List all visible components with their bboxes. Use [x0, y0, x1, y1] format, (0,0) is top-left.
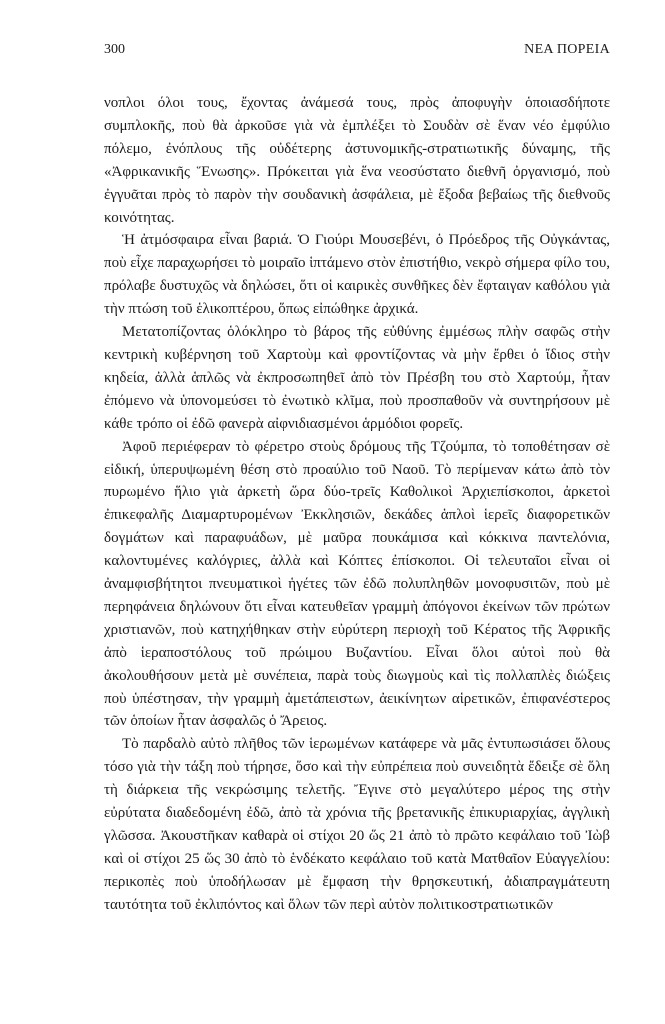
paragraph: Ἡ ἀτμόσφαιρα εἶναι βαριά. Ὁ Γιούρι Μουσεβένι, ὁ Πρόεδρος τῆς Οὐγκάντας, ποὺ εἶχε παραχωρήσει τὸ μοιραῖο ἱπτάμενο στὸν ἐπιστήθιο, νεκρὸ σήμερα φίλο του, πρόλαβε δυστυχῶς νὰ δηλώσει, ὅτι οἱ καιρικὲς συνθῆκες δὲν ἔφταιγαν καθόλου γιὰ τὴν πτώση τοῦ ἑλικοπτέρου, ὅπως εἰπώθηκε ἀρχικά.: [104, 232, 611, 318]
body-text: [104, 92, 610, 917]
journal-title: ΝΕΑ ΠΟΡΕΙΑ: [524, 42, 610, 57]
paragraph: Τὸ παρδαλὸ αὐτὸ πλῆθος τῶν ἱερωμένων κατάφερε νὰ μᾶς ἐντυπωσιάσει ὅλους τόσο γιὰ τὴν τάξη ποὺ τήρησε, ὅσο καὶ τὴν εὐπρέπεια ποὺ συνειδητὰ ἔδειξε σὲ ὅλη τὴ διάρκεια τῆς νεκρώσιμης τελετῆς. Ἔγινε στὸ μεγαλύτερο μέρος της στὴν εὐρύτατα διαδεδομένη ἐδῶ, ἀπὸ τὰ χρόνια τῆς βρετανικῆς ἐπικυριαρχίας, ἀγγλικὴ γλῶσσα. Ἀκουστῆκαν καθαρὰ οἱ στίχοι 20 ὥς 21 ἀπὸ τὸ πρῶτο κεφάλαιο τοῦ Ἰὼβ καὶ οἱ στίχοι 25 ὥς 30 ἀπὸ τὸ ἑνδέκατο κεφάλαιο τοῦ κατὰ Ματθαῖον Εὐαγγελίου: περικοπὲς ποὺ ὑποδήλωσαν μὲ ἔμφαση τὴν θρησκευτική, ἀδιαπραγμάτευτη ταυτότητα τοῦ ἐκλιπόντος καὶ ὅλων τῶν περὶ αὐτὸν πολιτικοστρατιωτικῶν: [104, 736, 610, 913]
running-head: [104, 40, 610, 60]
paragraph: Ἀφοῦ περιέφεραν τὸ φέρετρο στοὺς δρόμους τῆς Τζούμπα, τὸ τοποθέτησαν σὲ εἰδική, ὑπερυψωμένη θέση στὸ προαύλιο τοῦ Ναοῦ. Τὸ περίμεναν κάτω ἀπὸ τὸν πυρωμένο ἥλιο γιὰ ἀρκετὴ ὥρα δύο-τρεῖς Καθολικοὶ Ἀρχιεπίσκοποι, ἀρκετοὶ ἐπικεφαλῆς Διαμαρτυρομένων Ἐκκλησιῶν, δεκάδες ἁπλοὶ ἱερεῖς διαφορετικῶν δογμάτων καὶ παραφυάδων, μὲ μαῦρα πουκάμισα καὶ κόκκινα παντελόνια, καλοντυμένες καλόγριες, ἀλλὰ καὶ Κόπτες ἐπίσκοποι. Οἱ τελευταῖοι εἶναι οἱ ἀναμφισβήτητοι πνευματικοὶ ἡγέτες τῶν ἐδῶ πολυπληθῶν μονοφυσιτῶν, ποὺ μὲ περηφάνεια δηλώνουν ὅτι εἶναι κατευθεῖαν γραμμὴ ἀπόγονοι ἐκείνων τῶν πρώτων χριστιανῶν, ποὺ κατηχήθηκαν στὴν εὐρύτερη περιοχὴ τοῦ Κέρατος τῆς Ἀφρικῆς ἀπὸ ἱεραποστόλους τοῦ πρώιμου Βυζαντίου. Εἶναι ὅλοι αὐτοὶ ποὺ θὰ ἀκολουθήσουν μετὰ μὲ συνέπεια, παρὰ τοὺς διωγμοὺς καὶ τὶς πολλαπλὲς διώξεις ποὺ ὑπέστησαν, τὴν γραμμὴ ἀμετάπειστων, ἀεικίνητων αἱρετικῶν, ἐπιφανέστερος τῶν ὁποίων ἦταν ἀσφαλῶς ὁ Ἄρειος.: [104, 438, 610, 730]
paragraph: Μετατοπίζοντας ὁλόκληρο τὸ βάρος τῆς εὐθύνης ἐμμέσως πλὴν σαφῶς στὴν κεντρικὴ κυβέρνηση τοῦ Χαρτοὺμ καὶ φροντίζοντας νὰ μὴν ἔρθει ὁ ἴδιος στὴν κηδεία, ἀλλὰ ἁπλῶς νὰ ἐκπροσωπηθεῖ ἀπὸ τὸν Πρέσβη του στὸ Χαρτούμ, ἦταν ἐπόμενο νὰ ὑπονομεύσει τὸ ἐνωτικὸ κλῖμα, ποὺ προσπαθοῦν νὰ συντηρήσουν μὲ κάθε τρόπο οἱ ἐδῶ φανερὰ αἰφνιδιασμένοι ἁρμόδιοι φορεῖς.: [104, 324, 610, 432]
page-number: 300: [104, 42, 125, 57]
paragraph-continuation: νοπλοι όλοι τους, ἔχοντας ἀνάμεσά τους, πρὸς ἀποφυγὴν ὁποιασδήποτε συμπλοκῆς, ποὺ θὰ ἀρκοῦσε γιὰ νὰ ἐμπλέξει τὸ Σουδὰν σὲ ἕναν νέο ἐμφύλιο πόλεμο, ἐνόπλους τῆς οὐδέτερης ἀστυνομικῆς-στρατιωτικῆς δύναμης, τῆς «Ἀφρικανικῆς Ἕνωσης». Πρόκειται γιὰ ἕνα νεοσύστατο διεθνῆ ὀργανισμό, ποὺ ἐγγυᾶται πρὸς τὸ παρὸν τὴν σουδανικὴ ἀσφάλεια, μὲ ἔξοδα βεβαίως τῆς διεθνοῦς κοινότητας.: [104, 95, 610, 226]
